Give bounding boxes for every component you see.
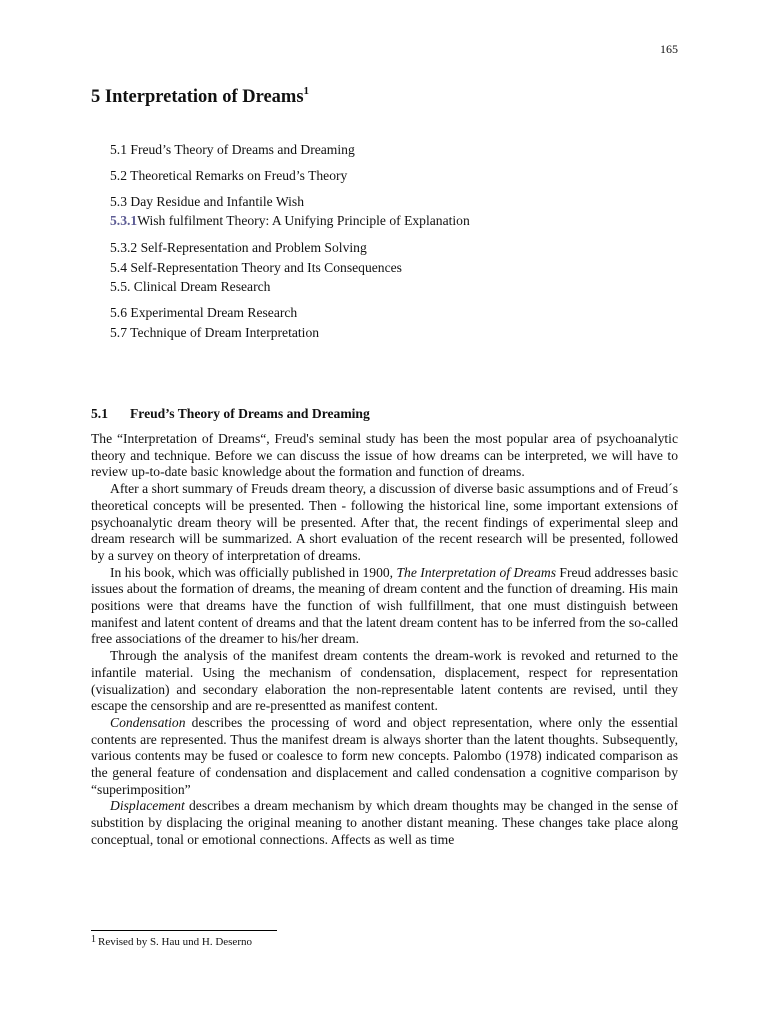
paragraph-text: Freud addresses basic issues about the formation of dreams, the meaning of dream content and the function of dreaming. His main positions were that dreams have the function of wish fullfillment, that one must distinguish between manifest and latent content of dreams and that the latent dream content has to be inferred from the so-called free associations of the dreamer to his/her dream. bbox=[91, 564, 679, 647]
chapter-title-text: 5 Interpretation of Dreams bbox=[91, 87, 304, 107]
term-displacement: Displacement bbox=[110, 798, 185, 814]
footnote-mark: 1 bbox=[91, 934, 96, 945]
paragraph: The “Interpretation of Dreams“, Freud's seminal study has been the most popular area of psychoanalytic theory and technique. Before we can discuss the issue of how dreams can be interpreted, we will have to review up-to-date basic knowledge about the formation and function of dreams. bbox=[91, 431, 678, 480]
toc-item-text: 5.1 Freud’s Theory of Dreams and Dreaming bbox=[110, 142, 355, 157]
footnote-text: Revised by S. Hau und H. Deserno bbox=[98, 936, 252, 948]
toc-item[interactable] bbox=[110, 325, 319, 341]
toc-item[interactable] bbox=[110, 213, 470, 229]
toc-item[interactable] bbox=[110, 142, 355, 158]
term-condensation: Condensation bbox=[110, 714, 186, 730]
toc-item-text: 5.2 Theoretical Remarks on Freud’s Theory bbox=[110, 168, 348, 183]
toc-item[interactable] bbox=[110, 240, 367, 256]
footnote-divider bbox=[91, 930, 277, 931]
section-heading bbox=[91, 406, 370, 422]
toc-item-text: 5.4 Self-Representation Theory and Its Consequences bbox=[110, 260, 402, 275]
paragraph: Through the analysis of the manifest dream contents the dream-work is revoked and returned to the infantile material. Using the mechanism of condensation, displacement, respect for representation (visualization) and secondary elaboration the non-representable latent contents are revised, until they escape the censorship and are re-presentted as manifest content. bbox=[91, 648, 678, 714]
toc-item-text: 5.6 Experimental Dream Research bbox=[110, 305, 298, 320]
chapter-title bbox=[91, 87, 309, 108]
toc-item-text: 5.3 Day Residue and Infantile Wish bbox=[110, 194, 305, 209]
toc-item-text: 5.5. Clinical Dream Research bbox=[110, 279, 271, 294]
toc-item[interactable] bbox=[110, 279, 270, 295]
footnote-reference[interactable]: 1 bbox=[303, 85, 310, 97]
section-title: Freud’s Theory of Dreams and Dreaming bbox=[130, 406, 370, 421]
footnote bbox=[91, 936, 252, 948]
paragraph-text: describes the processing of word and object representation, where only the essential contents are represented. Thus the manifest dream is always shorter than the latent thoughts. Subsequently, various contents may be fused or coalesce to form new concepts. Palombo (1978) indicated comparison as the general feature of condensation and displacement and called condensation a cognitive comparison by “superimposition” bbox=[91, 714, 678, 797]
page-number: 165 bbox=[660, 42, 678, 56]
paragraph bbox=[91, 715, 678, 799]
paragraph: After a short summary of Freuds dream theory, a discussion of diverse basic assumptions and of Freud´s theoretical concepts will be presented. Then - following the historical line, some important extensions of psychoanalytic dream theory will be presented. After that, the recent findings of experimental sleep and dream research will be summarized. A short evaluation of the recent research will be presented, followed by a survey on theory of interpretation of dreams. bbox=[91, 481, 678, 563]
paragraph-text: In his book, which was officially published in 1900, bbox=[110, 564, 397, 580]
toc-item-text: 5.7 Technique of Dream Interpretation bbox=[110, 325, 320, 340]
toc-item-number-link[interactable]: 5.3.1 bbox=[110, 213, 138, 228]
paragraph bbox=[91, 798, 678, 848]
body-text bbox=[91, 431, 678, 849]
toc-item[interactable] bbox=[110, 305, 297, 321]
book-title: The Interpretation of Dreams bbox=[396, 564, 556, 580]
toc-item[interactable] bbox=[110, 168, 347, 184]
toc-item[interactable] bbox=[110, 260, 402, 276]
toc-item-text: Wish fulfilment Theory: A Unifying Principle of Explanation bbox=[137, 213, 470, 228]
paragraph bbox=[91, 565, 678, 649]
toc-item[interactable] bbox=[110, 194, 304, 210]
paragraph-text: describes a dream mechanism by which dream thoughts may be changed in the sense of substition by displacing the original meaning to another distant meaning. These changes take place along conceptual, tonal or emotional connections. Affects as well as time bbox=[91, 798, 678, 847]
section-number: 5.1 bbox=[91, 406, 108, 421]
toc-item-text: 5.3.2 Self-Representation and Problem Solving bbox=[110, 240, 367, 255]
